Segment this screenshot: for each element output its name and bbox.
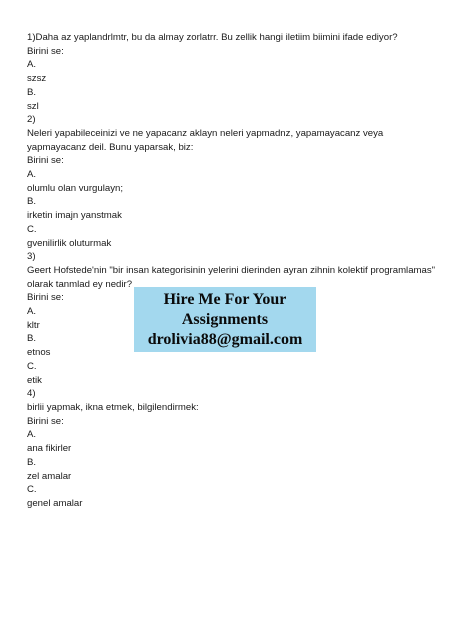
question-3-text: Geert Hofstede'nin "bir insan kategorisinin yelerini dierinden ayran zihnin kolektif programlamas"	[27, 264, 436, 276]
option-letter: C.	[27, 484, 37, 496]
choose-one-label: Birini se:	[27, 155, 64, 167]
option-letter: B.	[27, 196, 37, 208]
banner-line-2: Assignments	[181, 311, 269, 328]
option-text: olumlu olan vurgulayn;	[27, 182, 123, 194]
option-letter: B.	[27, 86, 37, 98]
option-text: szsz	[27, 73, 47, 85]
question-2-text: yapmayacanz deil. Bunu yaparsak, biz:	[27, 141, 194, 153]
option-letter: B.	[27, 456, 37, 468]
question-4-text: birlii yapmak, ikna etmek, bilgilendirmek:	[27, 401, 199, 413]
banner-email: drolivia88@gmail.com	[147, 331, 303, 348]
option-text: ana fikirler	[27, 443, 72, 455]
option-text: szl	[27, 100, 39, 112]
option-letter: A.	[27, 59, 37, 71]
question-number: 2)	[27, 114, 36, 126]
option-letter: C.	[27, 360, 37, 372]
option-letter: A.	[27, 169, 37, 181]
question-2-text: Neleri yapabileceinizi ve ne yapacanz aklayn neleri yapmadnz, yapamayacanz veya	[27, 127, 384, 139]
option-text: etik	[27, 374, 42, 386]
option-text: irketin imajn yanstmak	[27, 210, 122, 222]
option-letter: B.	[27, 333, 37, 345]
choose-one-label: Birini se:	[27, 292, 64, 304]
option-text: genel amalar	[27, 497, 83, 509]
option-letter: C.	[27, 223, 37, 235]
choose-one-label: Birini se:	[27, 45, 64, 57]
choose-one-label: Birini se:	[27, 415, 64, 427]
question-3-text: olarak tanmlad ey nedir?	[27, 278, 133, 290]
question-number: 4)	[27, 388, 36, 400]
option-text: etnos	[27, 347, 51, 359]
option-text: kltr	[27, 319, 40, 331]
option-letter: A.	[27, 306, 37, 318]
option-text: zel amalar	[27, 470, 72, 482]
question-1-text: 1)Daha az yaplandrlmtr, bu da almay zorlatrr. Bu zellik hangi iletiim biimini ifade ediyor?	[27, 32, 398, 43]
question-number: 3)	[27, 251, 36, 263]
document-body	[27, 31, 436, 511]
hire-me-banner	[134, 287, 316, 352]
option-text: gvenilirlik oluturmak	[27, 237, 112, 249]
option-letter: A.	[27, 429, 37, 441]
banner-line-1: Hire Me For Your	[163, 291, 287, 308]
